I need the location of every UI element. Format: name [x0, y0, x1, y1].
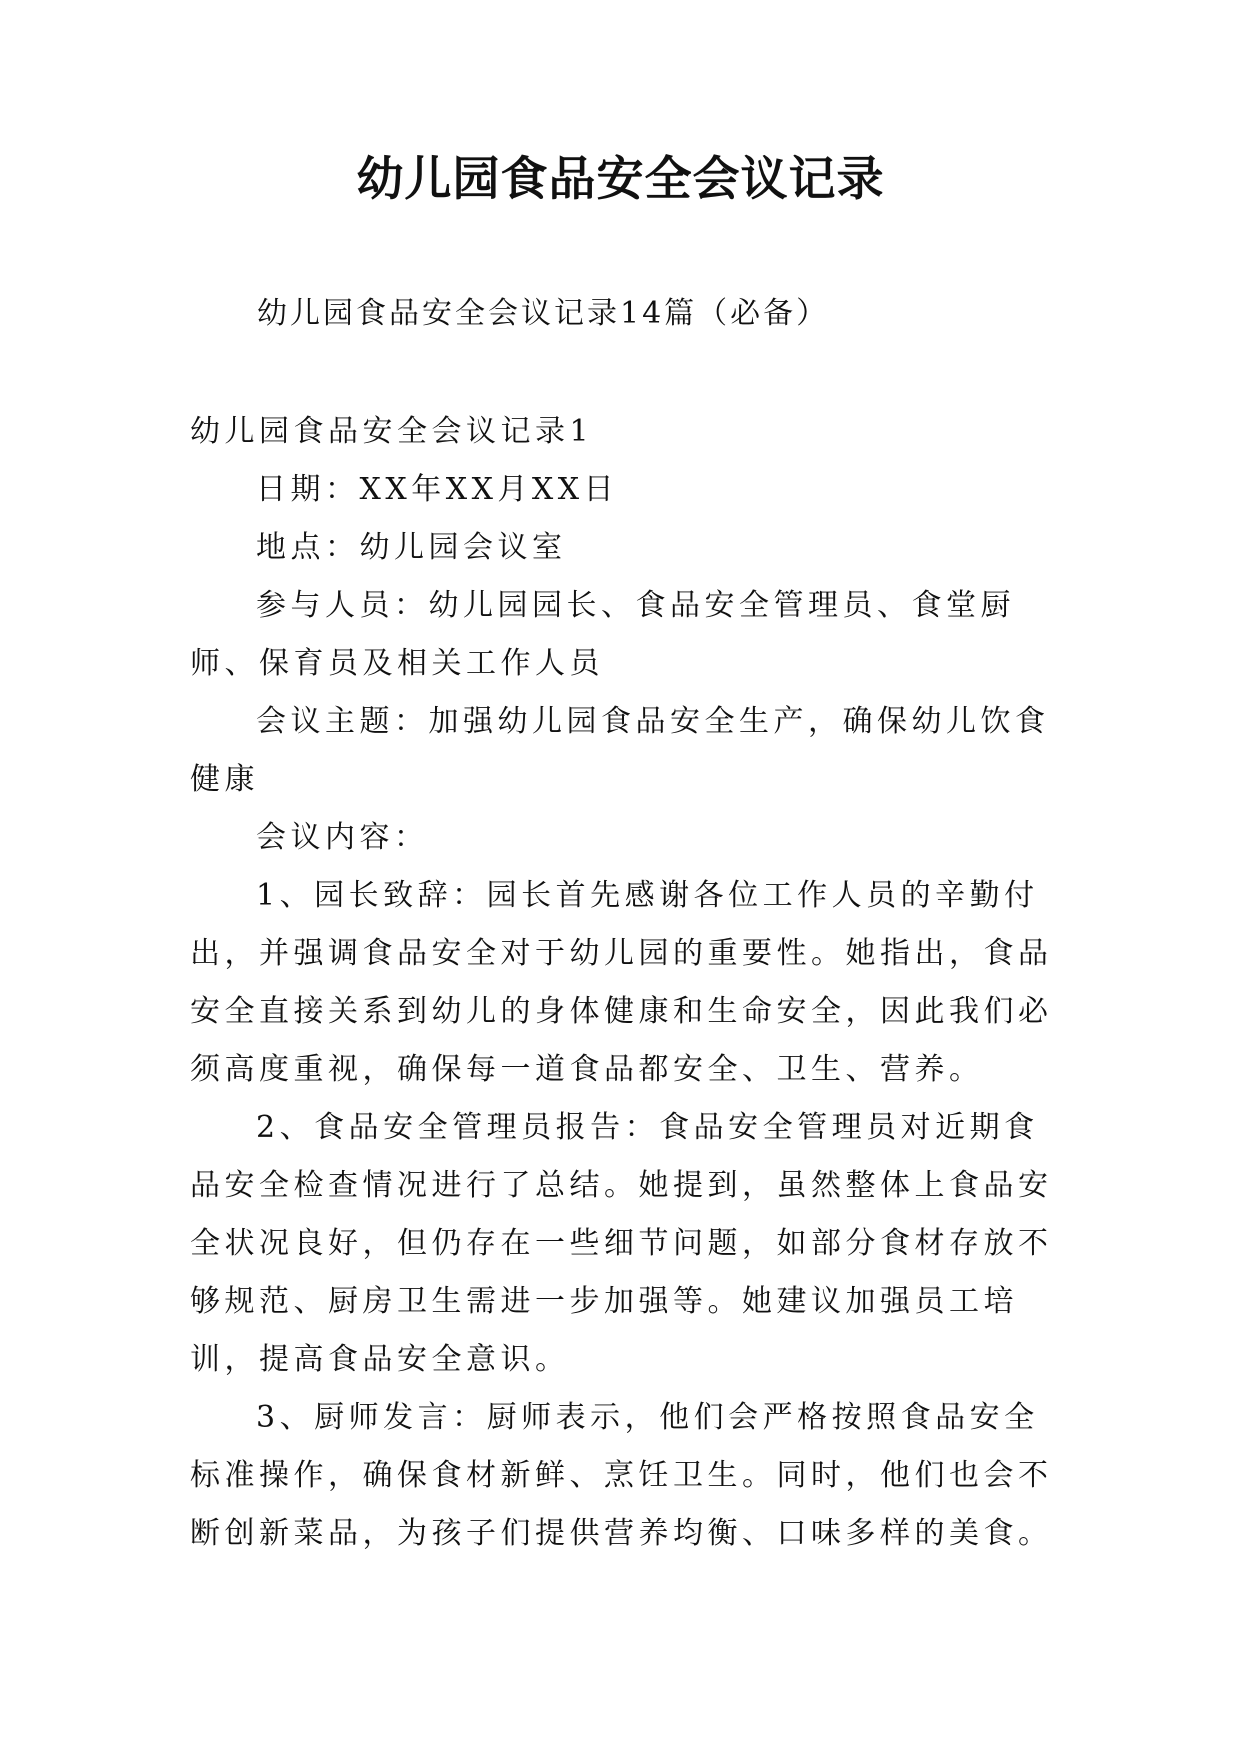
paragraph-participants: 参与人员：幼儿园园长、食品安全管理员、食堂厨师、保育员及相关工作人员: [190, 588, 1015, 681]
paragraph-content-heading: 会议内容：: [256, 820, 429, 855]
document-body: [190, 403, 1060, 1563]
document-subtitle: 幼儿园食品安全会议记录14篇（必备）: [257, 296, 830, 331]
paragraph-date: 日期：XX年XX月XX日: [256, 472, 619, 507]
paragraph-item-3: 3、厨师发言：厨师表示，他们会严格按照食品安全标准操作，确保食材新鲜、烹饪卫生。同时，他们也会不断创新菜品，为孩子们提供营养均衡、口味多样的美食。: [190, 1400, 1053, 1551]
section-heading: 幼儿园食品安全会议记录1: [190, 414, 594, 449]
paragraph-item-1: 1、园长致辞：园长首先感谢各位工作人员的辛勤付出，并强调食品安全对于幼儿园的重要性。她指出，食品安全直接关系到幼儿的身体健康和生命安全，因此我们必须高度重视，确保每一道食品都安全、卫生、营养。: [190, 878, 1053, 1087]
document-title: 幼儿园食品安全会议记录: [356, 152, 885, 207]
paragraph-topic: 会议主题：加强幼儿园食品安全生产，确保幼儿饮食健康: [190, 704, 1050, 797]
paragraph-item-2: 2、食品安全管理员报告：食品安全管理员对近期食品安全检查情况进行了总结。她提到，虽然整体上食品安全状况良好，但仍存在一些细节问题，如部分食材存放不够规范、厨房卫生需进一步加强等。她建议加强员工培训，提高食品安全意识。: [190, 1110, 1053, 1377]
paragraph-location: 地点：幼儿园会议室: [256, 530, 567, 565]
